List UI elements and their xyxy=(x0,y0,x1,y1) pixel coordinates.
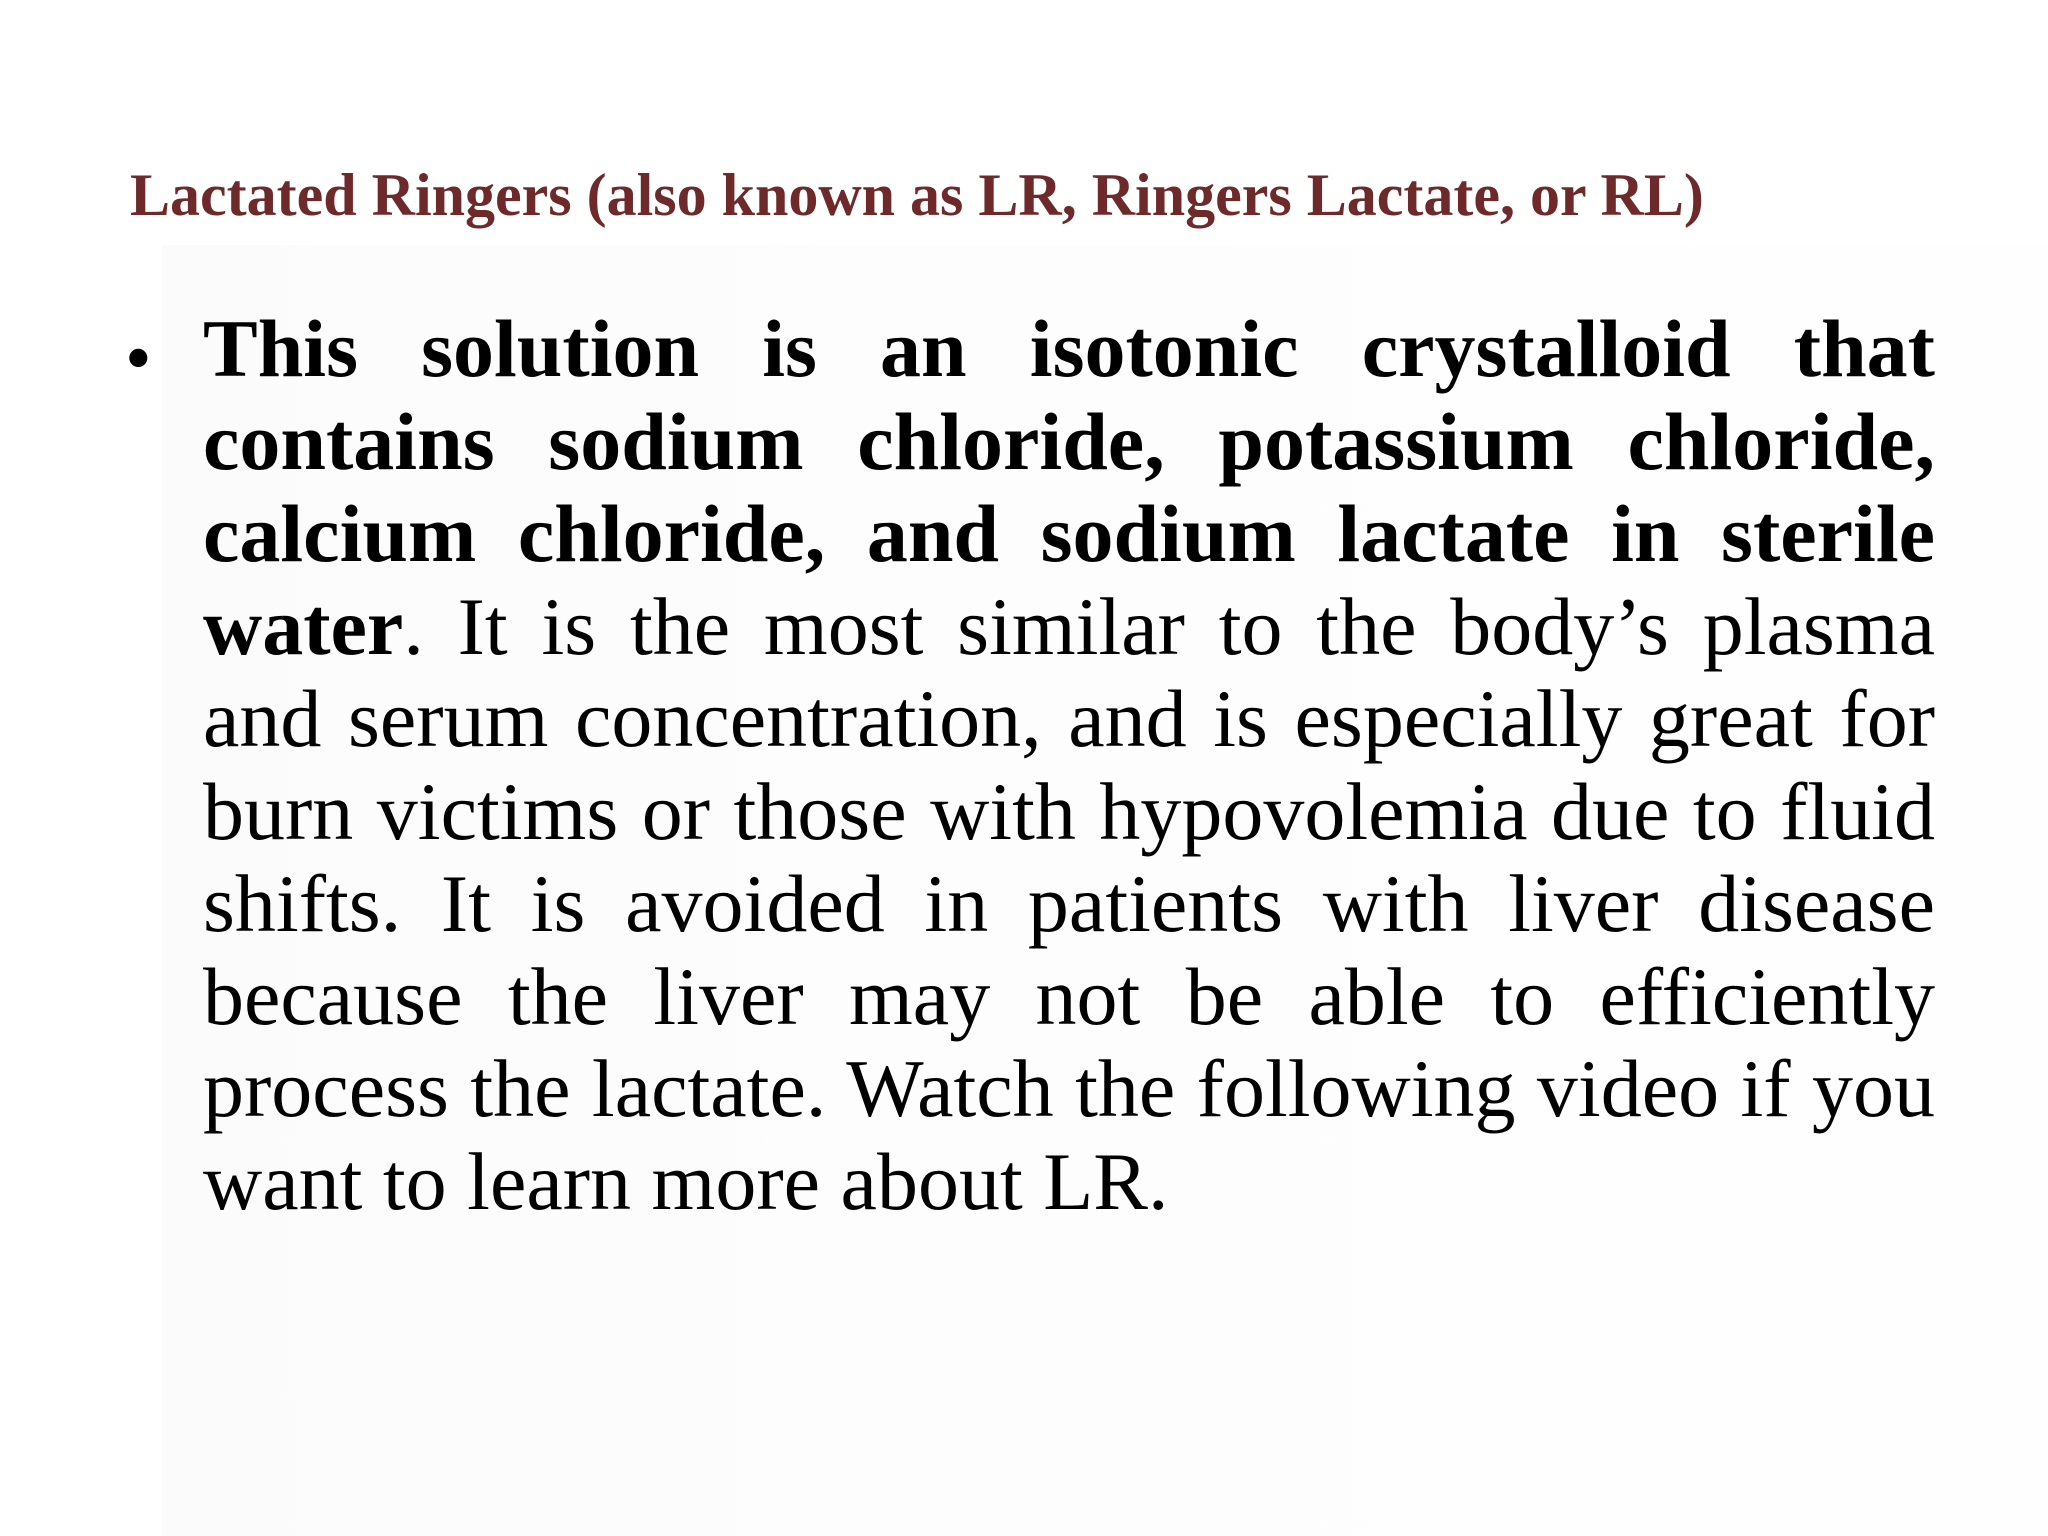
bullet-regular-text: . It is the most similar to the body’s plasma and serum concentration, and is especially great for burn victims or those with hypovolemia due to fluid shifts. It is avoided in patients with liver disease because the liver may not be able to efficiently process the lactate. Watch the following video if you want to learn more about LR. xyxy=(203,580,1935,1227)
bullet-dot: • xyxy=(125,316,152,400)
slide-title: Lactated Ringers (also known as LR, Ringers Lactate, or RL) xyxy=(130,162,1704,228)
bullet-bold-text: This solution is an isotonic crystalloid that contains sodium chloride, potassium chloride, calcium chloride, and sodium lactate in sterile water xyxy=(203,303,1935,672)
bullet-paragraph xyxy=(203,303,1935,1228)
